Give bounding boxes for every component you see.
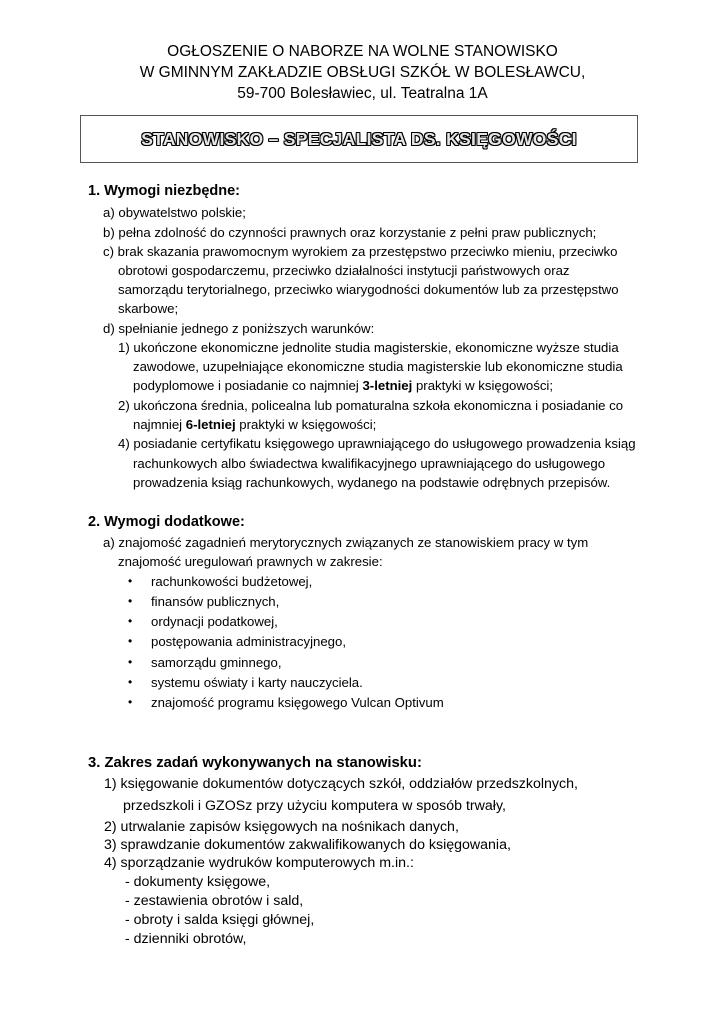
task-4-sub: - dokumenty księgowe, — [125, 874, 271, 890]
req-d2-years: 6-letniej — [185, 417, 236, 432]
task-2: 2) utrwalanie zapisów księgowych na nośnikach danych, — [104, 819, 459, 835]
bullet-icon: • — [128, 695, 133, 709]
req-c-line3: samorządu terytorialnego, przeciwko wiarygodności dokumentów lub za przestępstwo — [118, 282, 619, 297]
req-d4-line3: prowadzenia ksiąg rachunkowych, wydanego na podstawie odrębnych przepisów. — [133, 475, 611, 490]
bullet-icon: • — [128, 594, 133, 608]
bullet-text: postępowania administracyjnego, — [151, 634, 346, 649]
extra-a-line1: a) znajomość zagadnień merytorycznych związanych ze stanowiskiem pracy w tym — [103, 535, 589, 550]
position-title: STANOWISKO – SPECJALISTA DS. KSIĘGOWOŚCI — [141, 128, 577, 149]
req-d2-line2-pre: najmniej — [133, 417, 186, 432]
section2-heading: 2. Wymogi dodatkowe: — [88, 514, 245, 530]
req-c-line1: c) brak skazania prawomocnym wyrokiem za przestępstwo przeciwko mieniu, przeciwko — [103, 244, 618, 259]
bullet-text: finansów publicznych, — [151, 594, 280, 609]
req-b: b) pełna zdolność do czynności prawnych oraz korzystanie z pełni praw publicznych; — [103, 225, 597, 240]
req-d2-line2-post: praktyki w księgowości; — [235, 417, 377, 432]
header-line-2: W GMINNYM ZAKŁADZIE OBSŁUGI SZKÓŁ W BOLESŁAWCU, — [139, 64, 586, 81]
task-3: 3) sprawdzanie dokumentów zakwalifikowanych do księgowania, — [104, 837, 511, 853]
bullet-icon: • — [128, 675, 133, 689]
req-d1-line1: 1) ukończone ekonomiczne jednolite studia magisterskie, ekonomiczne wyższe studia — [118, 340, 619, 355]
bullet-icon: • — [128, 655, 133, 669]
req-d2-line1: 2) ukończona średnia, policealna lub pomaturalna szkoła ekonomiczna i posiadanie co — [118, 398, 624, 413]
req-d1-years: 3-letniej — [362, 378, 413, 393]
req-d1-line3-pre: podyplomowe i posiadanie co najmniej — [133, 378, 363, 393]
task-4-sub: - zestawienia obrotów i sald, — [125, 893, 304, 909]
task-4-sub: - obroty i salda księgi głównej, — [125, 912, 315, 928]
bullet-text: systemu oświaty i karty nauczyciela. — [151, 675, 363, 690]
req-c-line4: skarbowe; — [118, 301, 179, 316]
announcement-header — [0, 41, 725, 104]
position-title-box — [80, 115, 638, 163]
extra-a-line2: znajomość uregulowań prawnych w zakresie: — [118, 554, 383, 569]
req-d1-line2: zawodowe, uzupełniające ekonomiczne studia magisterskie lub ekonomiczne studia — [133, 359, 623, 374]
req-d4-line1: 4) posiadanie certyfikatu księgowego uprawniającego do usługowego prowadzenia ksiąg — [118, 436, 636, 451]
section3-heading: 3. Zakres zadań wykonywanych na stanowisku: — [88, 755, 422, 771]
req-d1-line3 — [133, 377, 553, 395]
section1-heading: 1. Wymogi niezbędne: — [88, 183, 241, 199]
bullet-text: ordynacji podatkowej, — [151, 614, 278, 629]
task-4: 4) sporządzanie wydruków komputerowych m.in.: — [104, 855, 414, 871]
req-d: d) spełnianie jednego z poniższych warunków: — [103, 321, 375, 336]
req-d1-line3-post: praktyki w księgowości; — [412, 378, 554, 393]
bullet-icon: • — [128, 634, 133, 648]
header-line-3: 59-700 Bolesławiec, ul. Teatralna 1A — [237, 85, 488, 102]
task-1-line2: przedszkoli i GZOSz przy użyciu komputera w sposób trwały, — [123, 798, 506, 814]
bullet-text: znajomość programu księgowego Vulcan Optivum — [151, 695, 444, 710]
header-line-1: OGŁOSZENIE O NABORZE NA WOLNE STANOWISKO — [167, 43, 558, 60]
bullet-text: rachunkowości budżetowej, — [151, 574, 313, 589]
task-4-sub: - dzienniki obrotów, — [125, 931, 247, 947]
task-1-line1: 1) księgowanie dokumentów dotyczących szkół, oddziałów przedszkolnych, — [104, 776, 578, 792]
bullet-icon: • — [128, 614, 133, 628]
req-c-line2: obrotowi gospodarczemu, przeciwko działalności instytucji państwowych oraz — [118, 263, 570, 278]
req-d4-line2: rachunkowych albo świadectwa kwalifikacyjnego uprawniającego do usługowego — [133, 456, 606, 471]
bullet-icon: • — [128, 574, 133, 588]
req-d2-line2 — [133, 416, 376, 434]
req-a: a) obywatelstwo polskie; — [103, 205, 246, 220]
bullet-text: samorządu gminnego, — [151, 655, 282, 670]
